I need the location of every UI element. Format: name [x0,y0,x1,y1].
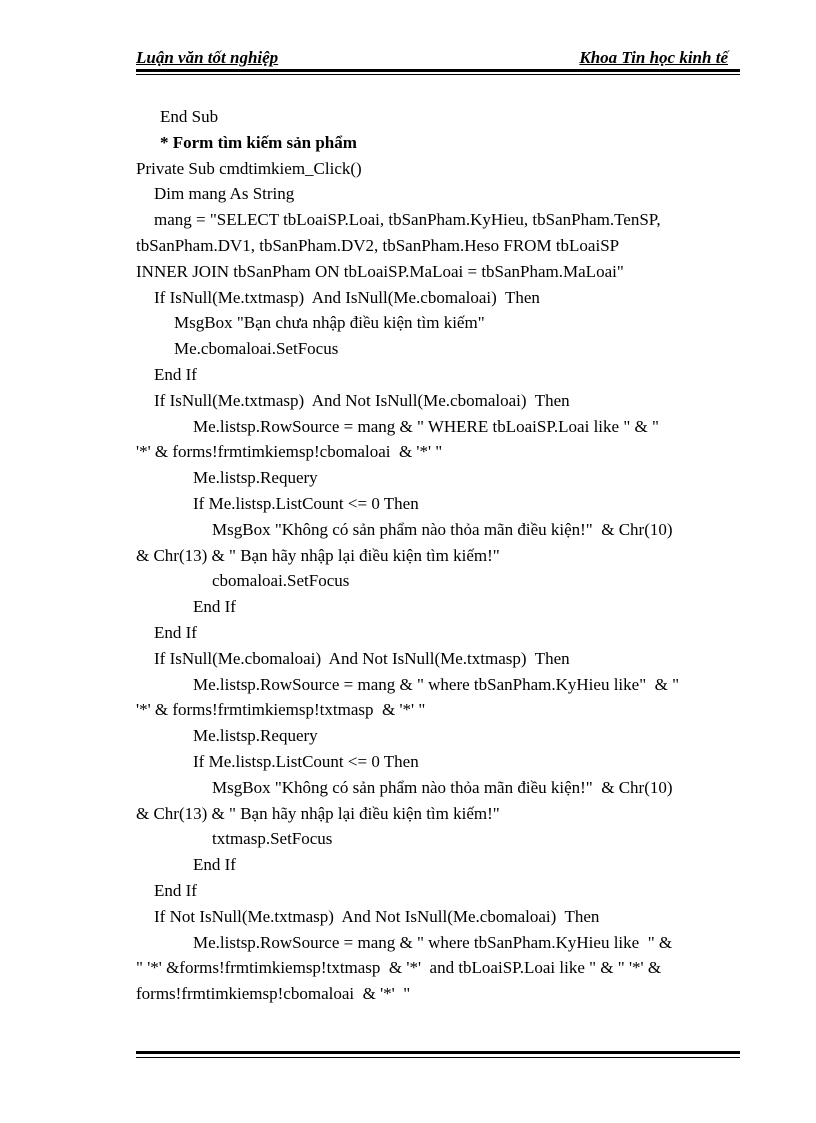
header-left-title: Luận văn tốt nghiệp [136,48,279,67]
code-line: End If [154,880,197,900]
code-line: Me.listsp.RowSource = mang & " WHERE tbLoaiSP.Loai like " & " [193,416,659,436]
code-line: Private Sub cmdtimkiem_Click() [136,158,362,178]
code-line: '*' & forms!frmtimkiemsp!cbomaloai & '*' " [136,442,443,462]
code-line: & Chr(13) & " Bạn hãy nhập lại điều kiện tìm kiếm!" [136,545,500,565]
code-line: MsgBox "Không có sản phẩm nào thỏa mãn điều kiện!" & Chr(10) [212,519,673,539]
code-line: MsgBox "Không có sản phẩm nào thỏa mãn điều kiện!" & Chr(10) [212,777,673,797]
code-line: End If [193,597,236,617]
code-line: '*' & forms!frmtimkiemsp!txtmasp & '*' " [136,700,426,720]
code-line: MsgBox "Bạn chưa nhập điều kiện tìm kiếm" [174,313,485,333]
code-line: Me.listsp.RowSource = mang & " where tbSanPham.KyHieu like" & " [193,674,680,694]
code-line: If IsNull(Me.txtmasp) And IsNull(Me.cbomaloai) Then [154,287,540,307]
code-line: Dim mang As String [154,184,295,204]
code-listing [136,104,740,1007]
code-line: Me.cbomaloai.SetFocus [174,339,339,359]
code-line: INNER JOIN tbSanPham ON tbLoaiSP.MaLoai = tbSanPham.MaLoai" [136,261,624,281]
header-rule-thin [136,74,740,75]
code-line: Me.listsp.Requery [193,726,318,746]
code-line: End Sub [160,107,219,126]
code-line: " '*' &forms!frmtimkiemsp!txtmasp & '*' and tbLoaiSP.Loai like " & " '*' & [136,958,662,978]
code-line: mang = "SELECT tbLoaiSP.Loai, tbSanPham.KyHieu, tbSanPham.TenSP, [154,210,661,230]
code-line: Me.listsp.RowSource = mang & " where tbSanPham.KyHieu like " & [193,932,673,952]
code-line: cbomaloai.SetFocus [212,571,350,591]
footer-rule [136,1051,740,1054]
header-rule [136,69,740,72]
footer-rule-thin [136,1057,740,1058]
code-line: If Me.listsp.ListCount <= 0 Then [193,493,419,513]
code-line: & Chr(13) & " Bạn hãy nhập lại điều kiện tìm kiếm!" [136,803,500,823]
code-line: If Not IsNull(Me.txtmasp) And Not IsNull(Me.cbomaloai) Then [154,906,600,926]
code-line: txtmasp.SetFocus [212,829,333,849]
code-line: End If [193,855,236,875]
code-line: Me.listsp.Requery [193,468,318,488]
code-line: tbSanPham.DV1, tbSanPham.DV2, tbSanPham.Heso FROM tbLoaiSP [136,235,620,255]
code-line: End If [154,364,197,384]
code-line: forms!frmtimkiemsp!cbomaloai & '*' " [136,984,411,1004]
code-line: If IsNull(Me.cbomaloai) And Not IsNull(Me.txtmasp) Then [154,648,570,668]
header-right-title: Khoa Tin học kinh tế [579,48,728,67]
code-line: If IsNull(Me.txtmasp) And Not IsNull(Me.cbomaloai) Then [154,390,570,410]
code-line: If Me.listsp.ListCount <= 0 Then [193,751,419,771]
section-heading: * Form tìm kiếm sản phẩm [160,132,357,152]
page-header [136,48,740,70]
code-line: End If [154,622,197,642]
